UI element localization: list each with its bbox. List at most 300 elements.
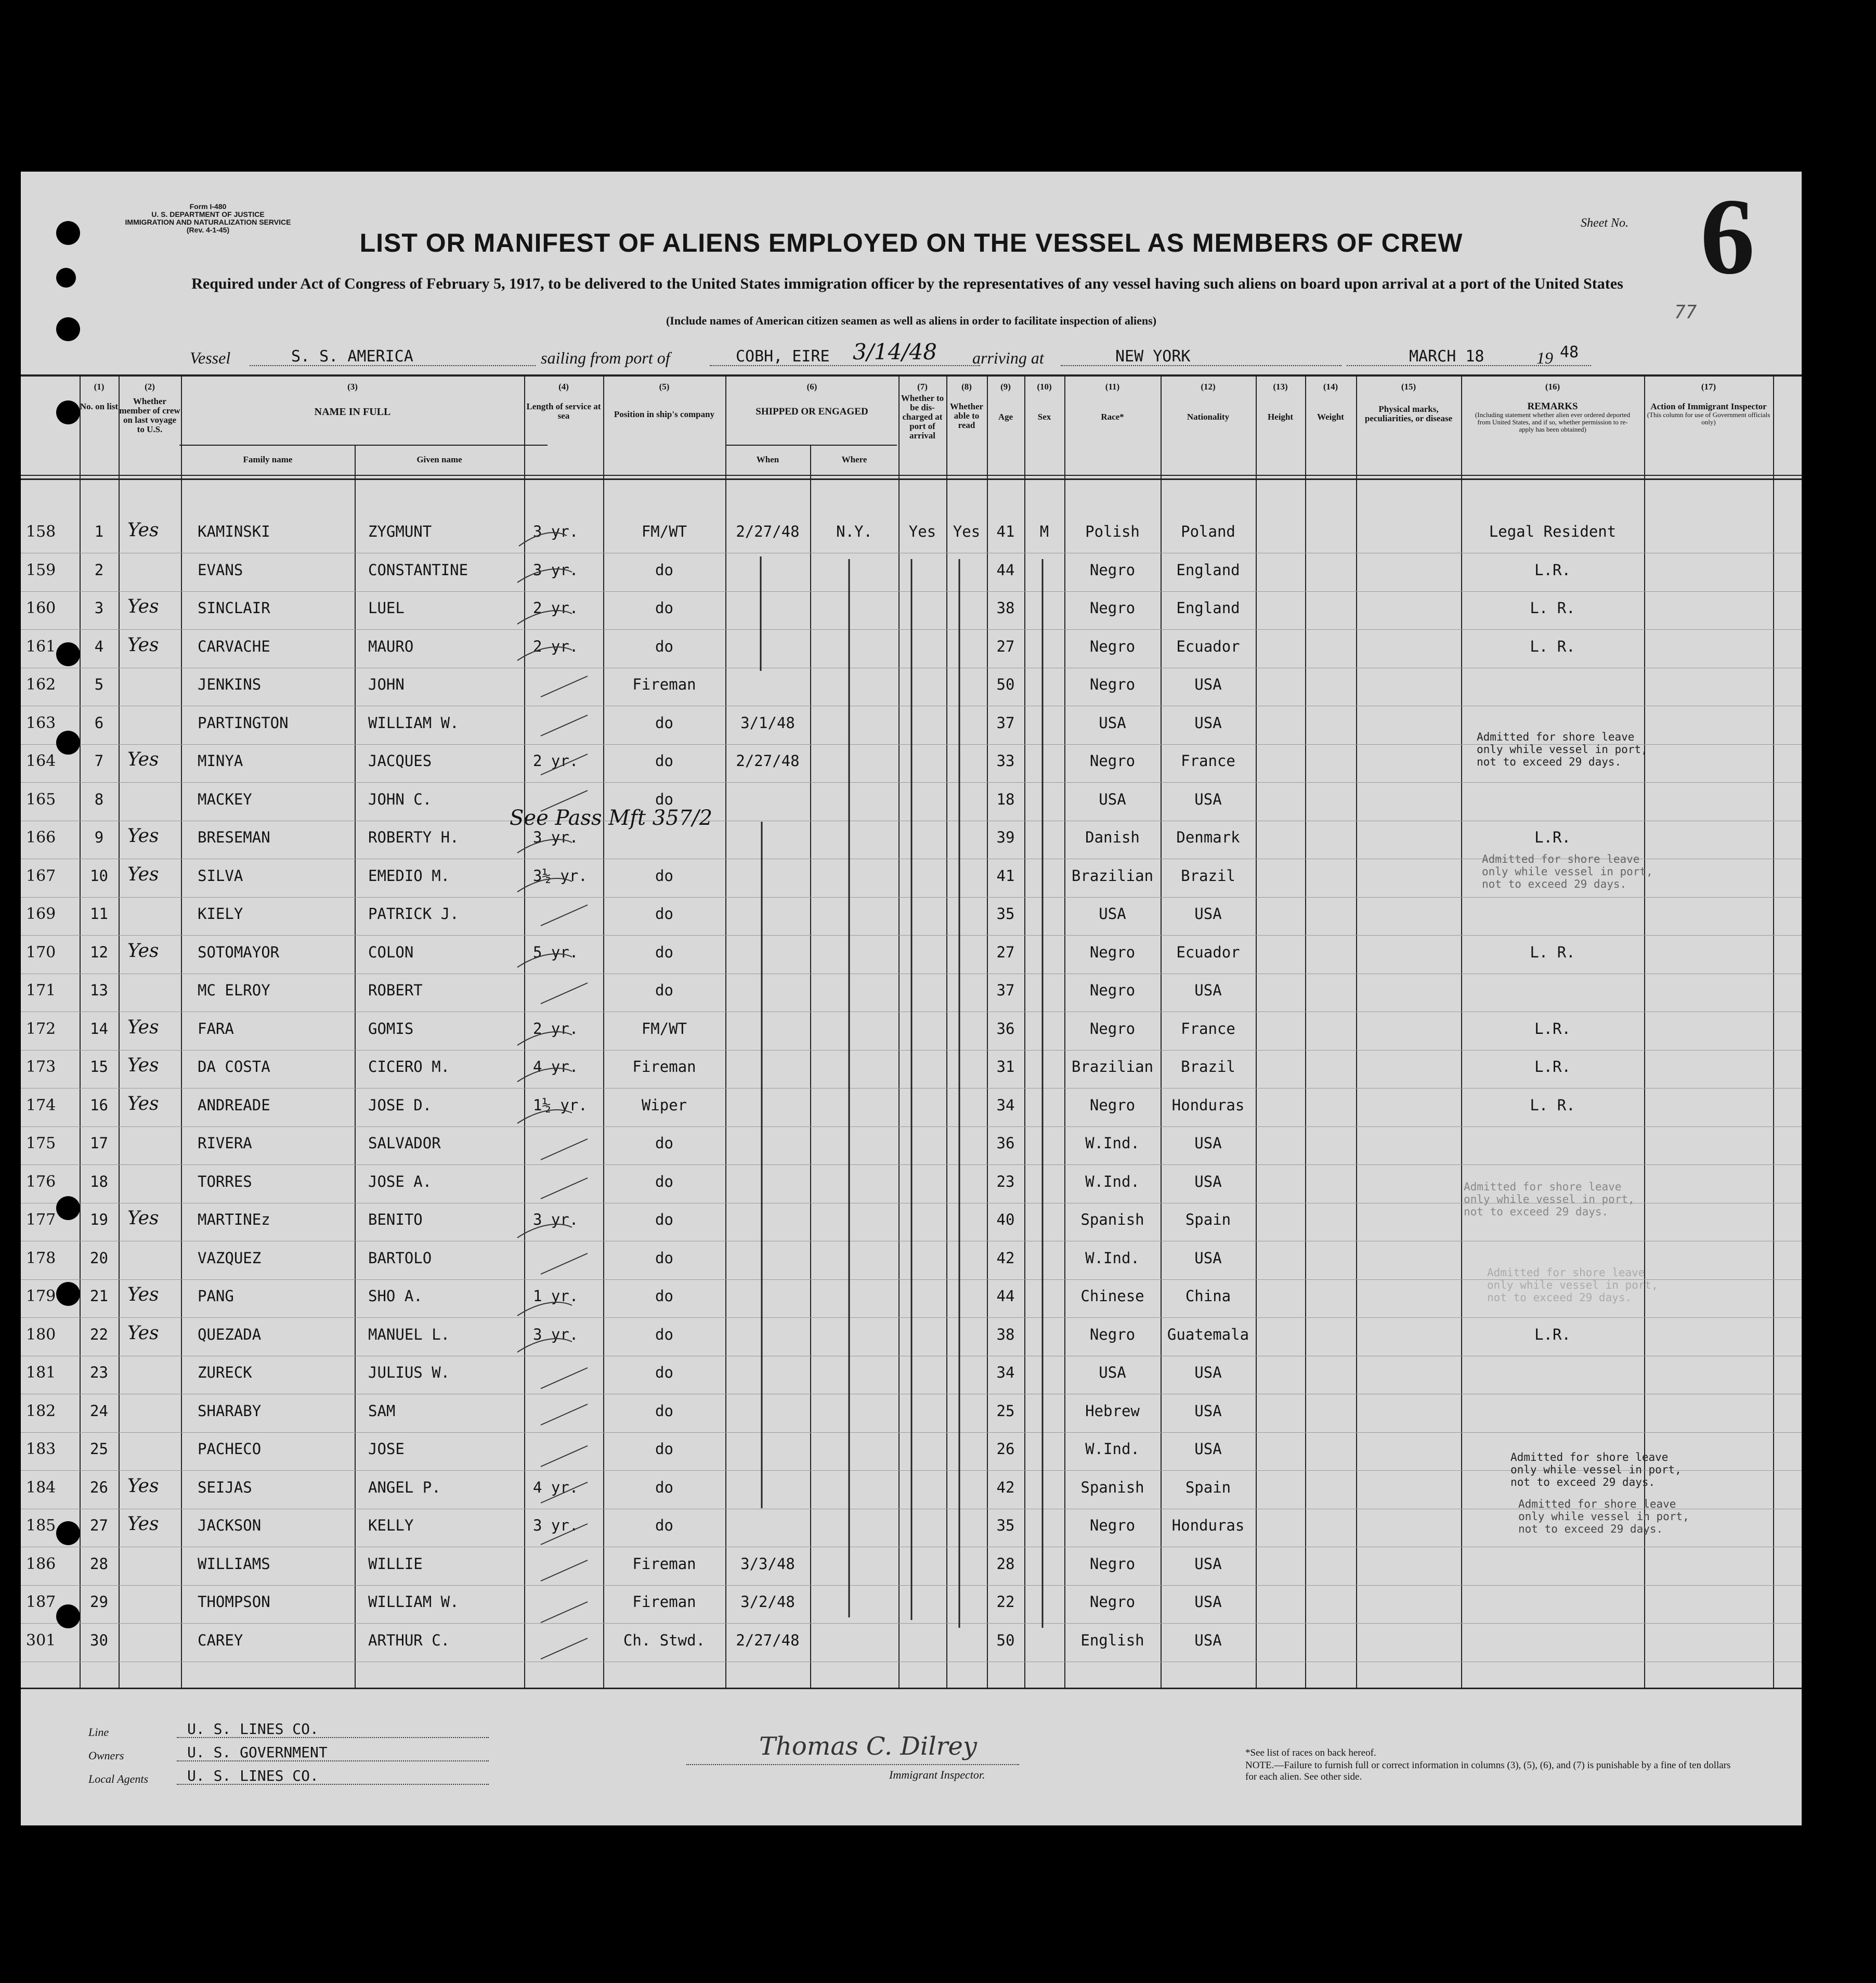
sailing-label: sailing from port of — [541, 348, 670, 367]
ship-position: Fireman — [632, 1058, 696, 1075]
race: Negro — [1089, 599, 1136, 617]
margin-number: 179 — [26, 1287, 56, 1305]
nationality: England — [1176, 561, 1240, 579]
sheet-label: Sheet No. — [1581, 216, 1629, 230]
margin-number: 186 — [26, 1554, 56, 1573]
row-number: 9 — [94, 828, 104, 846]
col-label: Whether member of crew on last voyage to U.S. — [119, 396, 180, 434]
margin-number: 163 — [26, 714, 56, 732]
family-name: SHARABY — [198, 1402, 262, 1420]
age: 42 — [996, 1249, 1015, 1267]
owners-underline — [177, 1760, 489, 1761]
ship-position: do — [655, 714, 673, 732]
col-label: Race* — [1101, 412, 1124, 422]
shipped-when: 3/1/48 — [740, 714, 795, 732]
given-name: BENITO — [368, 1211, 423, 1228]
shore-leave-stamp — [1518, 1498, 1690, 1535]
remarks: L.R. — [1534, 561, 1571, 579]
family-name: VAZQUEZ — [198, 1249, 262, 1267]
nationality: France — [1181, 1019, 1235, 1038]
col-number: (16) — [1545, 382, 1560, 392]
ditto-strokes — [21, 172, 1802, 1825]
age: 41 — [996, 866, 1015, 885]
row-number: 6 — [94, 714, 104, 732]
agents-value: U. S. LINES CO. — [187, 1767, 319, 1784]
given-name: WILLIAM W. — [368, 1593, 459, 1611]
nationality: Ecuador — [1176, 637, 1240, 655]
vessel-name: S. S. AMERICA — [291, 347, 413, 366]
given-name: BARTOLO — [368, 1249, 432, 1267]
form-title: LIST OR MANIFEST OF ALIENS EMPLOYED ON THE VESSEL AS MEMBERS OF CREW — [359, 228, 1463, 257]
nationality: USA — [1194, 676, 1222, 693]
margin-number: 161 — [26, 637, 56, 656]
family-name: CAREY — [198, 1631, 243, 1649]
prev-voyage-mark: Yes — [127, 596, 159, 617]
margin-number: 178 — [26, 1249, 56, 1267]
margin-number: 170 — [26, 943, 56, 962]
shipped-when: 3/2/48 — [740, 1593, 795, 1611]
family-name: EVANS — [198, 561, 243, 579]
binder-hole — [56, 221, 80, 245]
margin-number: 172 — [26, 1019, 56, 1038]
margin-number: 162 — [26, 676, 56, 694]
nationality: China — [1185, 1287, 1231, 1305]
shore-leave-stamp — [1464, 1181, 1635, 1218]
line-value: U. S. LINES CO. — [187, 1720, 319, 1738]
margin-number: 171 — [26, 981, 56, 1000]
service-length: 2 yr. — [533, 752, 579, 770]
binder-hole — [56, 731, 80, 755]
row-number: 15 — [90, 1058, 108, 1075]
prev-voyage-mark: Yes — [127, 825, 159, 847]
nationality: USA — [1194, 1172, 1222, 1190]
margin-number: 173 — [26, 1058, 56, 1076]
given-name: JOHN — [368, 676, 405, 693]
col-sublabel: (This column for use of Government officials only) — [1647, 411, 1770, 426]
given-name: MAURO — [368, 637, 414, 655]
family-name: FARA — [198, 1019, 234, 1038]
service-length: 1½ yr. — [533, 1096, 588, 1114]
col-label: SHIPPED OR ENGAGED — [755, 406, 868, 417]
sheet-number: 6 — [1700, 176, 1755, 297]
race: Brazilian — [1071, 1058, 1154, 1075]
arriving-label: arriving at — [972, 348, 1044, 367]
nationality: USA — [1194, 714, 1222, 732]
col-label: Length of service at sea — [526, 401, 601, 421]
row-number: 27 — [90, 1517, 108, 1534]
col-label: Whether to be dis-charged at port of arrival — [901, 393, 944, 440]
family-name: PANG — [198, 1287, 234, 1305]
stamp-text: Admitted for shore leave only while vessel in port, not to exceed 29 days. — [1487, 1266, 1658, 1304]
row-number: 24 — [90, 1402, 108, 1420]
service-length: 3 yr. — [533, 1211, 579, 1228]
col-label: Action of Immigrant Inspector — [1650, 401, 1767, 411]
nationality: USA — [1194, 1249, 1222, 1267]
nationality: USA — [1194, 1364, 1222, 1381]
row-number: 2 — [94, 561, 104, 579]
given-name: ANGEL P. — [368, 1478, 441, 1496]
margin-number: 177 — [26, 1211, 56, 1229]
prev-voyage-mark: Yes — [127, 1475, 159, 1497]
family-name: CARVACHE — [198, 637, 270, 655]
race: English — [1080, 1631, 1144, 1649]
row-number: 28 — [90, 1554, 108, 1573]
stamp-text: Admitted for shore leave only while vessel in port, not to exceed 29 days. — [1510, 1451, 1682, 1488]
inspector-signature: Thomas C. Dilrey — [759, 1732, 978, 1761]
race: Negro — [1089, 1554, 1136, 1573]
nationality: Brazil — [1181, 1058, 1235, 1075]
sailing-port: COBH, EIRE — [736, 347, 830, 366]
age: 37 — [996, 981, 1015, 999]
nationality: France — [1181, 752, 1235, 770]
include-note: (Include names of American citizen seamen as well as aliens in order to facilitate inspection of aliens) — [666, 314, 1157, 327]
col-label: Whether able to read — [949, 401, 984, 430]
age: 40 — [996, 1211, 1015, 1228]
service-length: 4 yr. — [533, 1058, 579, 1075]
row-number: 18 — [90, 1172, 108, 1190]
given-name: JOSE A. — [368, 1172, 432, 1190]
given-name: ROBERTY H. — [368, 828, 459, 846]
row-number: 22 — [90, 1325, 108, 1343]
family-name: KIELY — [198, 905, 243, 923]
row-number: 13 — [90, 981, 108, 999]
family-name: SILVA — [198, 866, 243, 885]
family-name: RIVERA — [198, 1134, 252, 1152]
sailing-date: 3/14/48 — [853, 339, 937, 365]
given-name: ROBERT — [368, 981, 423, 999]
col-header-when: When — [756, 455, 779, 464]
row-number: 4 — [94, 637, 104, 655]
col-label: NAME IN FULL — [314, 406, 391, 418]
given-name: JOSE — [368, 1440, 405, 1458]
prev-voyage-mark: Yes — [127, 863, 159, 885]
family-name: SEIJAS — [198, 1478, 252, 1496]
prev-voyage-mark: Yes — [127, 1284, 159, 1305]
race: Negro — [1089, 561, 1136, 579]
shipped-when: 2/27/48 — [736, 752, 800, 770]
given-name: COLON — [368, 943, 414, 961]
row-number: 29 — [90, 1593, 108, 1611]
nationality: USA — [1194, 1134, 1222, 1152]
col-number: (12) — [1201, 382, 1216, 392]
age: 38 — [996, 599, 1015, 617]
given-name: KELLY — [368, 1517, 414, 1534]
family-name: ANDREADE — [198, 1096, 270, 1114]
age: 28 — [996, 1554, 1015, 1573]
remarks: L. R. — [1530, 943, 1575, 961]
col-number: (6) — [806, 382, 817, 392]
ship-position: do — [655, 1364, 673, 1381]
prev-voyage-mark: Yes — [127, 634, 159, 656]
age: 44 — [996, 1287, 1015, 1305]
row-number: 30 — [90, 1631, 108, 1649]
ship-position: do — [655, 943, 673, 961]
binder-hole — [56, 400, 80, 424]
service-length: 3 yr. — [533, 828, 579, 846]
race: USA — [1099, 790, 1126, 808]
age: 22 — [996, 1593, 1015, 1611]
margin-number: 159 — [26, 561, 56, 579]
row-number: 11 — [90, 905, 108, 923]
binder-hole — [56, 317, 80, 341]
owners-label: Owners — [88, 1749, 124, 1762]
sex: M — [1039, 523, 1049, 540]
age: 26 — [996, 1440, 1015, 1458]
col-label: Sex — [1037, 412, 1051, 422]
family-name: TORRES — [198, 1172, 252, 1190]
arrival-year: 48 — [1560, 343, 1579, 361]
binder-hole — [56, 1604, 80, 1628]
margin-number: 166 — [26, 828, 56, 847]
margin-number: 180 — [26, 1325, 56, 1344]
age: 34 — [996, 1364, 1015, 1381]
given-name: ARTHUR C. — [368, 1631, 450, 1649]
service-length: 3 yr. — [533, 523, 579, 540]
form-id-line: (Rev. 4-1-45) — [186, 226, 230, 234]
row-number: 17 — [90, 1134, 108, 1152]
stamp-text: Admitted for shore leave only while vessel in port, not to exceed 29 days. — [1482, 853, 1653, 890]
col-number: (10) — [1037, 382, 1052, 392]
arrival-date: MARCH 18 — [1409, 347, 1484, 366]
ship-position: do — [655, 866, 673, 885]
arriving-port: NEW YORK — [1115, 347, 1191, 366]
nationality: USA — [1194, 981, 1222, 999]
given-name: CICERO M. — [368, 1058, 450, 1075]
race: Chinese — [1080, 1287, 1144, 1305]
ship-position: do — [655, 752, 673, 770]
agents-underline — [177, 1784, 489, 1785]
row-number: 12 — [90, 943, 108, 961]
nationality: USA — [1194, 790, 1222, 808]
race: Negro — [1089, 752, 1136, 770]
margin-number: 160 — [26, 599, 56, 617]
given-name: SAM — [368, 1402, 396, 1420]
age: 18 — [996, 790, 1015, 808]
ship-position: do — [655, 981, 673, 999]
ship-position: do — [655, 1287, 673, 1305]
service-length: 3 yr. — [533, 561, 579, 579]
row-number: 14 — [90, 1019, 108, 1038]
given-name: PATRICK J. — [368, 905, 459, 923]
margin-number: 169 — [26, 905, 56, 923]
race: Negro — [1089, 1593, 1136, 1611]
given-name: JULIUS W. — [368, 1364, 450, 1381]
age: 37 — [996, 714, 1015, 732]
age: 39 — [996, 828, 1015, 846]
requirement-text: Required under Act of Congress of February 5, 1917, to be delivered to the United States immigration officer by the representatives of any vessel having such aliens on board upon arrival at a port of the United States — [191, 275, 1623, 292]
given-name: JACQUES — [368, 752, 432, 770]
family-name: PARTINGTON — [198, 714, 289, 732]
ship-position: Fireman — [632, 1593, 696, 1611]
vessel-label: Vessel — [190, 348, 231, 367]
ship-position: do — [655, 599, 673, 617]
row-number: 10 — [90, 866, 108, 885]
col-number: (9) — [1000, 382, 1011, 392]
race: USA — [1099, 714, 1126, 732]
age: 36 — [996, 1134, 1015, 1152]
remarks: L.R. — [1534, 1325, 1571, 1343]
row-number: 8 — [94, 790, 104, 808]
age: 44 — [996, 561, 1015, 579]
col-header-family: Family name — [243, 455, 293, 464]
prev-voyage-mark: Yes — [127, 1016, 159, 1038]
ship-position: Fireman — [632, 1554, 696, 1573]
col-label: No. on list — [80, 401, 119, 411]
shore-leave-stamp — [1487, 1266, 1659, 1304]
margin-number: 174 — [26, 1096, 56, 1114]
age: 27 — [996, 943, 1015, 961]
col-number: (4) — [558, 382, 569, 392]
age: 41 — [996, 523, 1015, 540]
agents-label: Local Agents — [88, 1772, 149, 1785]
family-name: JENKINS — [198, 676, 262, 693]
given-name: JOSE D. — [368, 1096, 432, 1114]
race: Negro — [1089, 943, 1136, 961]
given-name: LUEL — [368, 599, 405, 617]
nationality: USA — [1194, 1593, 1222, 1611]
ship-position: do — [655, 1249, 673, 1267]
manifest-sheet — [21, 172, 1802, 1825]
race: Brazilian — [1071, 866, 1154, 885]
prev-voyage-mark: Yes — [127, 1093, 159, 1114]
col-label: Position in ship's company — [614, 409, 715, 419]
race: W.Ind. — [1085, 1440, 1140, 1458]
shore-leave-stamp — [1510, 1451, 1682, 1488]
ship-position: do — [655, 1402, 673, 1420]
margin-number: 167 — [26, 866, 56, 885]
ship-position: do — [655, 1172, 673, 1190]
ship-position: do — [655, 1211, 673, 1228]
family-name: PACHECO — [198, 1440, 262, 1458]
family-name: THOMPSON — [198, 1593, 270, 1611]
service-length: 4 yr. — [533, 1478, 579, 1496]
given-name: SALVADOR — [368, 1134, 441, 1152]
given-name: MANUEL L. — [368, 1325, 450, 1343]
margin-number: 158 — [26, 523, 56, 541]
nationality: USA — [1194, 905, 1222, 923]
nationality: USA — [1194, 1440, 1222, 1458]
row-number: 3 — [94, 599, 104, 617]
row-number: 23 — [90, 1364, 108, 1381]
stamp-text: Admitted for shore leave only while vessel in port, not to exceed 29 days. — [1477, 731, 1648, 768]
row-number: 7 — [94, 752, 104, 770]
age: 31 — [996, 1058, 1015, 1075]
race: USA — [1099, 1364, 1126, 1381]
nationality: USA — [1194, 1402, 1222, 1420]
col-header-given: Given name — [416, 455, 462, 464]
nationality: Spain — [1185, 1211, 1231, 1228]
ship-position: Wiper — [641, 1096, 687, 1114]
race: Negro — [1089, 1517, 1136, 1534]
margin-number: 183 — [26, 1440, 56, 1458]
service-length: 3 yr. — [533, 1517, 579, 1534]
prev-voyage-mark: Yes — [127, 1055, 159, 1076]
ship-position: do — [655, 1478, 673, 1496]
col-label: Physical marks, peculiarities, or disease — [1364, 404, 1453, 423]
given-name: EMEDIO M. — [368, 866, 450, 885]
family-name: KAMINSKI — [198, 523, 270, 540]
ship-position: do — [655, 1440, 673, 1458]
col-label: Age — [998, 412, 1013, 422]
row-number: 25 — [90, 1440, 108, 1458]
age: 33 — [996, 752, 1015, 770]
nationality: Denmark — [1176, 828, 1240, 846]
ship-position: do — [655, 561, 673, 579]
race: Hebrew — [1085, 1402, 1140, 1420]
nationality: Guatemala — [1167, 1325, 1249, 1343]
family-name: ZURECK — [198, 1364, 252, 1381]
nationality: Poland — [1181, 523, 1235, 540]
family-name: BRESEMAN — [198, 828, 270, 846]
given-name: SHO A. — [368, 1287, 423, 1305]
given-name: ZYGMUNT — [368, 523, 432, 540]
read-flag: Yes — [953, 523, 981, 540]
margin-number: 165 — [26, 790, 56, 809]
col-label: Nationality — [1187, 412, 1230, 422]
given-name: WILLIE — [368, 1554, 423, 1573]
family-name: SINCLAIR — [198, 599, 270, 617]
shipped-when: 2/27/48 — [736, 1631, 800, 1649]
inspector-label: Immigrant Inspector. — [889, 1768, 985, 1781]
row-number: 21 — [90, 1287, 108, 1305]
race: W.Ind. — [1085, 1172, 1140, 1190]
ship-position: Fireman — [632, 676, 696, 693]
col-label: Height — [1267, 412, 1294, 422]
race-note: *See list of races on back hereof. — [1245, 1747, 1376, 1758]
remarks: L.R. — [1534, 1019, 1571, 1038]
race: W.Ind. — [1085, 1134, 1140, 1152]
race: Negro — [1089, 676, 1136, 693]
col-number: (3) — [347, 382, 358, 392]
discharge-flag: Yes — [908, 523, 936, 540]
fine-note: NOTE.—Failure to furnish full or correct information in columns (3), (5), (6), and (7) is punishable by a fine of ten dollars for each alien. See other side. — [1245, 1760, 1731, 1782]
race: Negro — [1089, 1096, 1136, 1114]
age: 25 — [996, 1402, 1015, 1420]
line-underline — [177, 1737, 489, 1738]
shore-leave-stamp — [1482, 853, 1653, 890]
service-length: 1 yr. — [533, 1287, 579, 1305]
margin-number: 187 — [26, 1593, 56, 1611]
nationality: Spain — [1185, 1478, 1231, 1496]
col-number: (2) — [145, 382, 155, 392]
col-sublabel: (Including statement whether alien ever ordered deported from United States, and if so, whether permission to re-apply has been obtained) — [1475, 411, 1631, 433]
margin-number: 176 — [26, 1172, 56, 1191]
col-header-where: Where — [841, 455, 867, 464]
age: 34 — [996, 1096, 1015, 1114]
nationality: Brazil — [1181, 866, 1235, 885]
handwritten-number: 77 — [1674, 302, 1697, 323]
ship-position: do — [655, 1134, 673, 1152]
remarks: L. R. — [1530, 1096, 1575, 1114]
row-number: 16 — [90, 1096, 108, 1114]
shipped-where: N.Y. — [836, 523, 872, 540]
race: W.Ind. — [1085, 1249, 1140, 1267]
binder-hole — [56, 642, 80, 666]
race: Spanish — [1080, 1211, 1144, 1228]
age: 23 — [996, 1172, 1015, 1190]
nationality: England — [1176, 599, 1240, 617]
race: Polish — [1085, 523, 1140, 540]
signature-underline — [686, 1764, 1019, 1765]
ship-position: do — [655, 1325, 673, 1343]
age: 35 — [996, 905, 1015, 923]
age: 36 — [996, 1019, 1015, 1038]
family-name: MC ELROY — [198, 981, 270, 999]
age: 27 — [996, 637, 1015, 655]
family-name: JACKSON — [198, 1517, 262, 1534]
prev-voyage-mark: Yes — [127, 520, 159, 541]
ship-position: do — [655, 905, 673, 923]
